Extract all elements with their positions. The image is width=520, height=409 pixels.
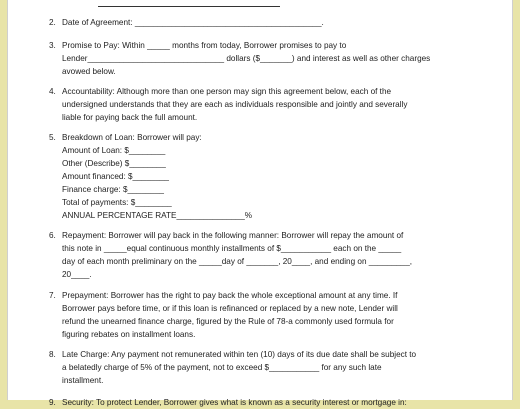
clause-line: Prepayment: Borrower has the right to pay back the whole exceptional amount at any time. If — [62, 291, 398, 300]
clause-line: Lender______________________________ dollars ($_______) and interest as well as other charges — [62, 54, 431, 63]
clause-line: 20____. — [62, 270, 92, 279]
clause-8-late-charge — [49, 348, 482, 387]
clause-line: day of each month preliminary on the _____day of _______, 20____, and ending on _________, — [62, 257, 413, 266]
clause-9-security — [49, 396, 482, 409]
clause-3-promise-to-pay — [49, 39, 482, 78]
clause-line: refund the unearned finance charge, figured by the Rule of 78-a commonly used formula for — [62, 317, 394, 326]
clause-line: avowed below. — [62, 67, 116, 76]
clause-number: 2. — [49, 18, 56, 27]
clause-line: Amount of Loan: $________ — [62, 146, 166, 155]
signature-line — [98, 6, 280, 7]
document-page — [7, 0, 513, 407]
clause-number: 6. — [49, 231, 56, 240]
clause-line: Security: To protect Lender, Borrower gives what is known as a security interest or mortgage in: — [62, 398, 407, 407]
clause-line: figuring rebates on installment loans. — [62, 330, 196, 339]
clause-number: 7. — [49, 291, 56, 300]
clause-line: undersigned understands that they are each as individuals responsible and jointly and severally — [62, 100, 408, 109]
clause-4-accountability — [49, 85, 482, 124]
clause-line: installment. — [62, 376, 104, 385]
clause-line: liable for paying back the full amount. — [62, 113, 198, 122]
clause-line: Promise to Pay: Within _____ months from today, Borrower promises to pay to — [62, 41, 347, 50]
clause-number: 8. — [49, 350, 56, 359]
clause-line: a belatedly charge of 5% of the payment, not to exceed $___________ for any such late — [62, 363, 382, 372]
clause-line: Total of payments: $________ — [62, 198, 172, 207]
clause-line: Repayment: Borrower will pay back in the following manner: Borrower will repay the amount of — [62, 231, 404, 240]
clause-line: ANNUAL PERCENTAGE RATE_______________% — [62, 211, 253, 220]
clause-6-repayment — [49, 229, 482, 281]
clause-number: 9. — [49, 398, 56, 407]
clause-line: this note in _____equal continuous monthly installments of $___________ each on the _____ — [62, 244, 402, 253]
clause-5-breakdown-of-loan — [49, 131, 482, 222]
clause-number: 3. — [49, 41, 56, 50]
clause-line: Finance charge: $________ — [62, 185, 164, 194]
clause-line: Late Charge: Any payment not remunerated within ten (10) days of its due date shall be subject to — [62, 350, 417, 359]
clause-line: Borrower pays before time, or if this loan is refinanced or replaced by a new note, Lender will — [62, 304, 398, 313]
clause-line: Date of Agreement: _________________________________________. — [62, 18, 324, 27]
clause-2-date — [49, 16, 482, 29]
clause-7-prepayment — [49, 289, 482, 341]
clause-line: Accountability: Although more than one person may sign this agreement below, each of the — [62, 87, 392, 96]
clause-line: Breakdown of Loan: Borrower will pay: — [62, 133, 202, 142]
clause-line: Amount financed: $________ — [62, 172, 169, 181]
clause-line: Other (Describe) $________ — [62, 159, 166, 168]
clause-number: 5. — [49, 133, 56, 142]
clause-number: 4. — [49, 87, 56, 96]
